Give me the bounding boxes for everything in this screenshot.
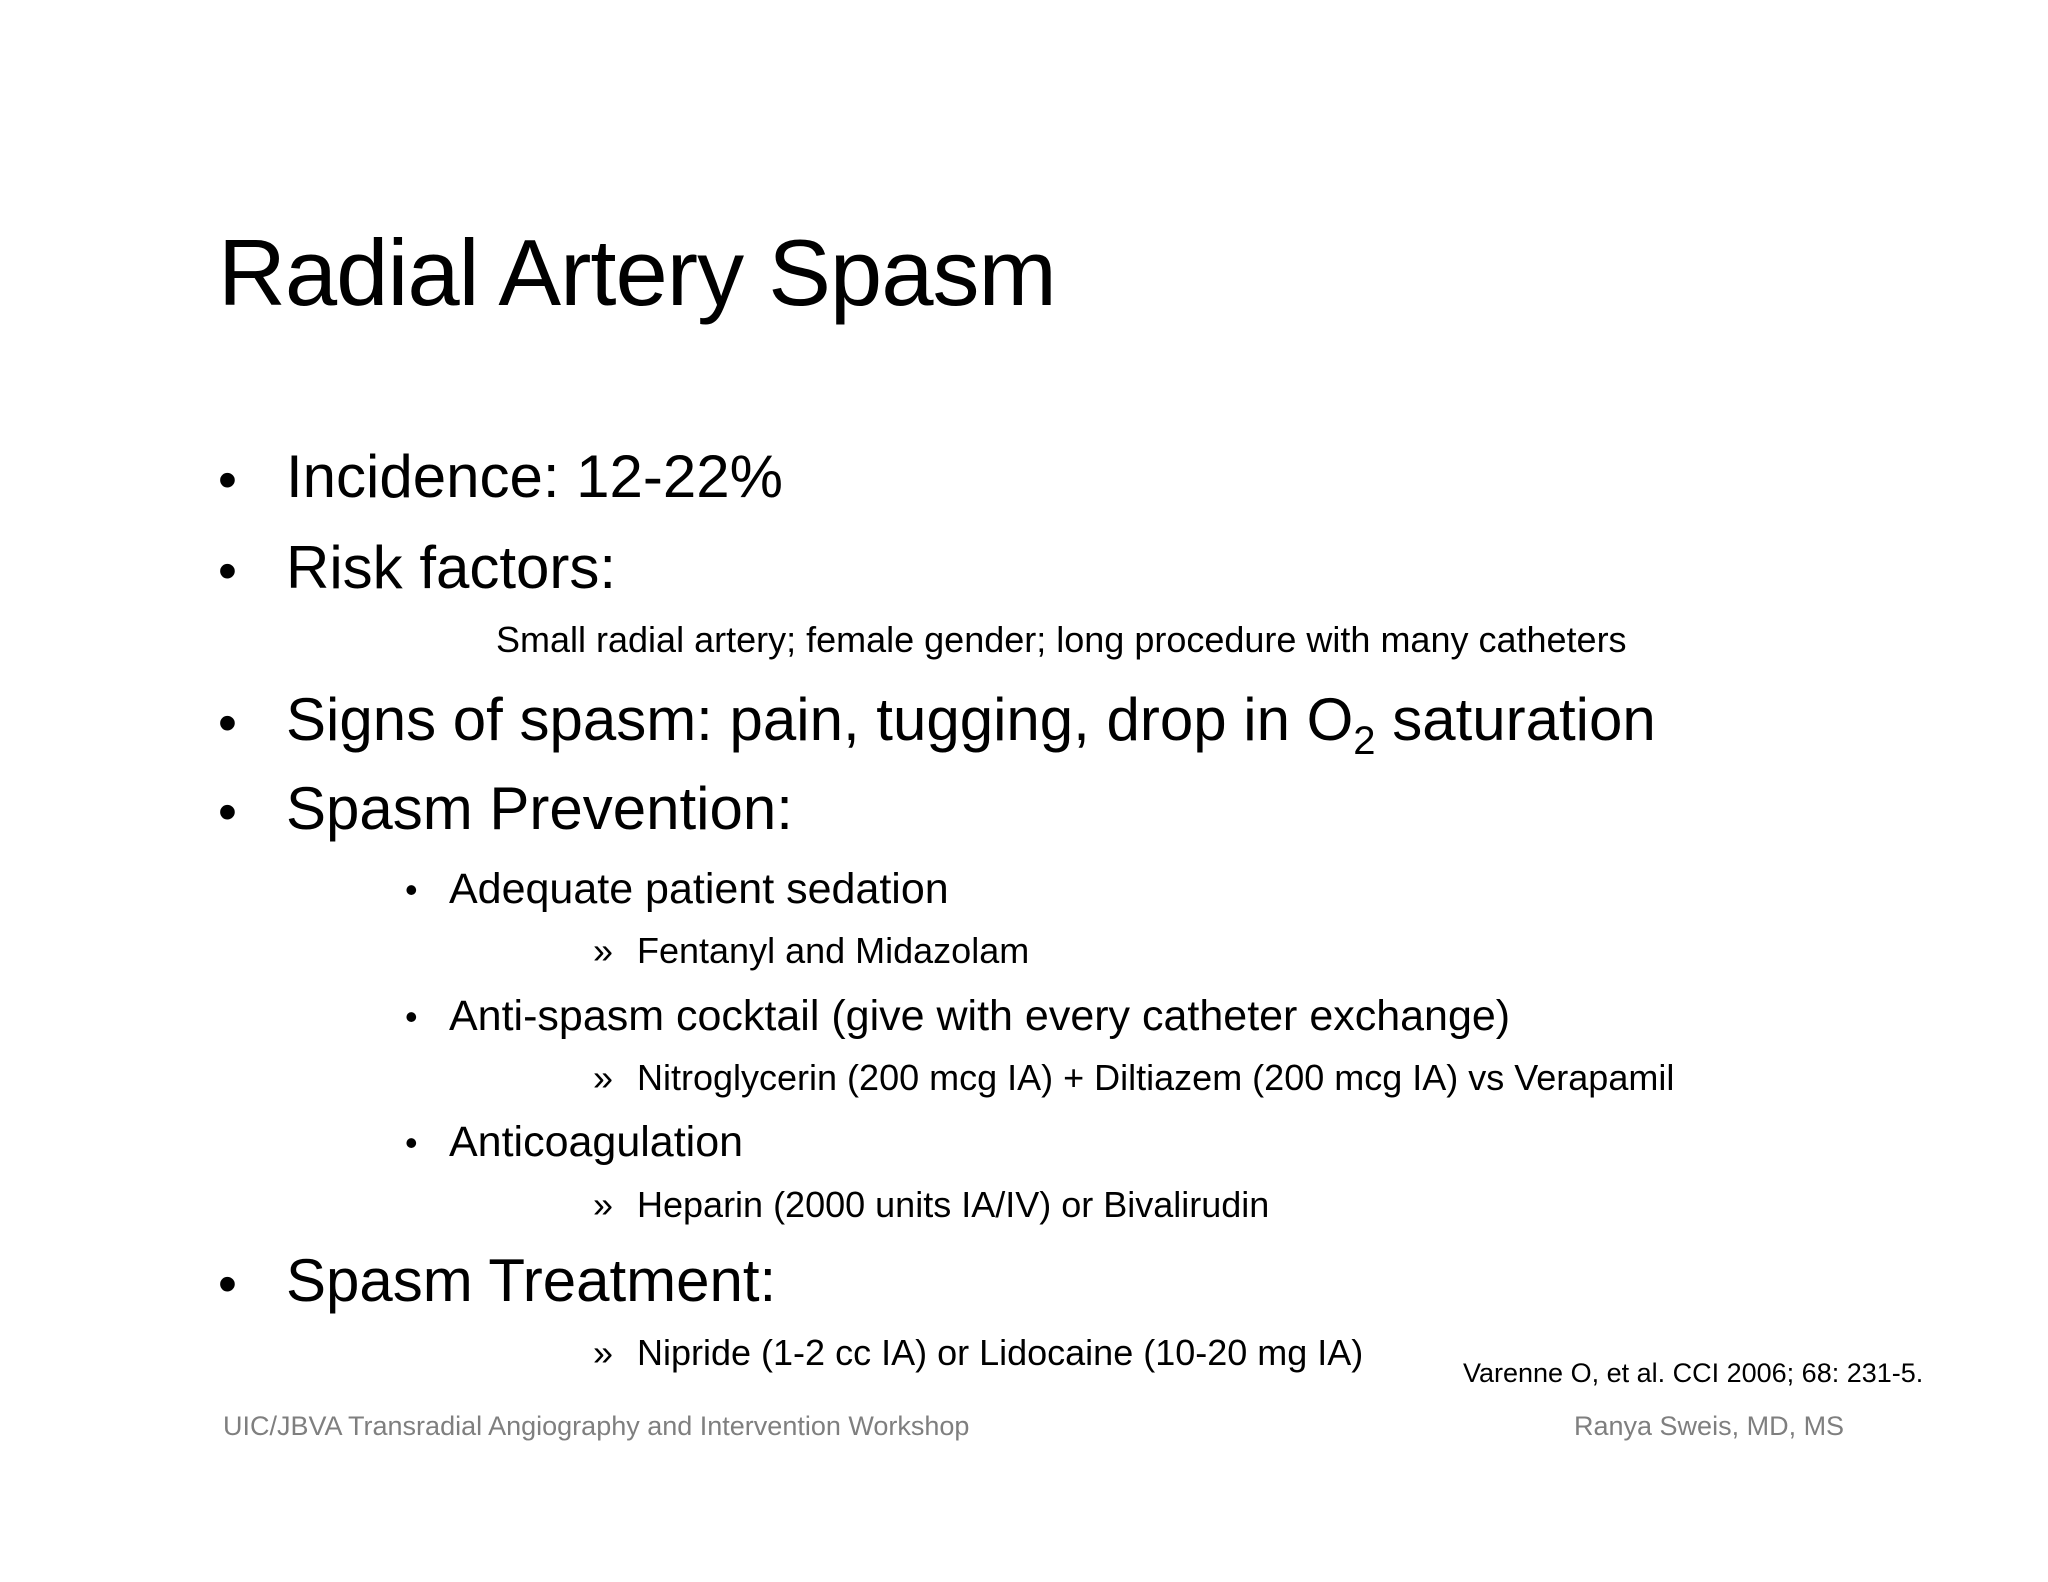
bullet-treatment-text: Spasm Treatment:	[286, 1247, 777, 1314]
anticoagulation-detail-text: Heparin (2000 units IA/IV) or Bivalirudin	[637, 1184, 1270, 1225]
citation: Varenne O, et al. CCI 2006; 68: 231-5.	[1463, 1358, 1924, 1388]
bullet-dot-icon: •	[405, 1122, 418, 1163]
bullet-dot-icon: •	[405, 996, 418, 1037]
bullet-dot-icon: •	[218, 1254, 237, 1314]
signs-suffix: saturation	[1375, 686, 1656, 753]
footer-left: UIC/JBVA Transradial Angiography and Intervention Workshop	[223, 1411, 970, 1441]
chevron-icon: »	[593, 1057, 614, 1098]
bullet-dot-icon: •	[218, 782, 237, 842]
signs-prefix: Signs of spasm: pain, tugging, drop in O	[286, 686, 1354, 753]
sub-bullet-sedation-text: Adequate patient sedation	[449, 865, 949, 913]
bullet-risk-factors-text: Risk factors:	[286, 534, 617, 601]
bullet-dot-icon: •	[218, 450, 237, 510]
sedation-detail-text: Fentanyl and Midazolam	[637, 930, 1030, 971]
risk-factors-detail: Small radial artery; female gender; long procedure with many catheters	[496, 619, 1627, 660]
chevron-icon: »	[593, 1184, 614, 1225]
bullet-signs-text	[286, 686, 1656, 763]
bullet-prevention-text: Spasm Prevention:	[286, 775, 793, 842]
bullet-dot-icon: •	[218, 541, 237, 601]
sub-bullet-cocktail-text: Anti-spasm cocktail (give with every catheter exchange)	[449, 992, 1511, 1040]
chevron-icon: »	[593, 930, 614, 971]
bullet-dot-icon: •	[405, 869, 418, 910]
sub-bullet-anticoagulation-text: Anticoagulation	[449, 1118, 744, 1166]
footer-right: Ranya Sweis, MD, MS	[1574, 1411, 1845, 1441]
chevron-icon: »	[593, 1332, 614, 1373]
bullet-dot-icon: •	[218, 693, 237, 753]
bullet-incidence-text: Incidence: 12-22%	[286, 443, 783, 510]
cocktail-detail-text: Nitroglycerin (200 mcg IA) + Diltiazem (200 mcg IA) vs Verapamil	[637, 1057, 1675, 1098]
treatment-detail-text: Nipride (1-2 cc IA) or Lidocaine (10-20 mg IA)	[637, 1332, 1364, 1373]
oxygen-subscript: 2	[1353, 719, 1376, 763]
slide-title: Radial Artery Spasm	[218, 220, 1056, 325]
